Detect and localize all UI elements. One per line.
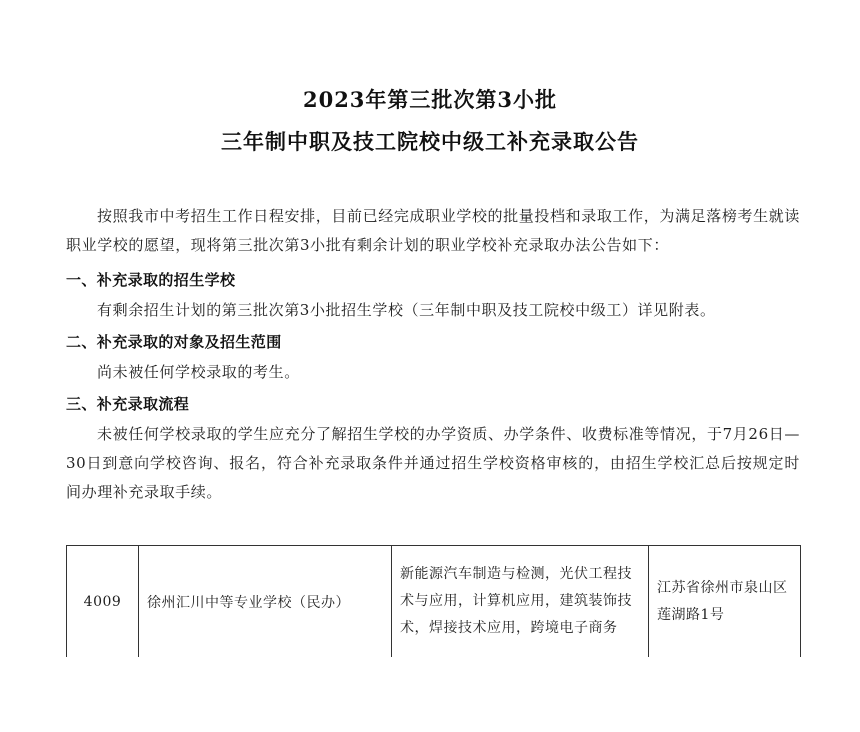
school-name: 徐州汇川中等专业学校（民办） — [139, 546, 392, 658]
title-line-2: 三年制中职及技工院校中级工补充录取公告 — [221, 129, 639, 154]
table-row — [67, 546, 801, 658]
section-body-2: 尚未被任何学校录取的考生。 — [97, 363, 300, 381]
school-majors: 新能源汽车制造与检测，光伏工程技术与应用，计算机应用，建筑装饰技术，焊接技术应用，跨境电子商务 — [392, 546, 649, 658]
school-code: 4009 — [67, 546, 139, 658]
title-line-1: 2023年第三批次第3小批 — [302, 87, 558, 112]
section-heading-2: 二、补充录取的对象及招生范围 — [66, 333, 282, 351]
section-heading-3: 三、补充录取流程 — [66, 395, 190, 413]
intro-paragraph: 按照我市中考招生工作日程安排，目前已经完成职业学校的批量投档和录取工作，为满足落榜考生就读职业学校的愿望，现将第三批次第3小批有剩余计划的职业学校补充录取办法公告如下： — [66, 207, 800, 254]
school-table — [66, 545, 801, 657]
school-address: 江苏省徐州市泉山区莲湖路1号 — [649, 546, 801, 658]
section-body-3: 未被任何学校录取的学生应充分了解招生学校的办学资质、办学条件、收费标准等情况，于7月26日—30日到意向学校咨询、报名，符合补充录取条件并通过招生学校资格审核的，由招生学校汇总后按规定时间办理补充录取手续。 — [66, 425, 800, 501]
section-heading-1: 一、补充录取的招生学校 — [66, 271, 236, 289]
section-body-1: 有剩余招生计划的第三批次第3小批招生学校（三年制中职及技工院校中级工）详见附表。 — [97, 301, 716, 319]
